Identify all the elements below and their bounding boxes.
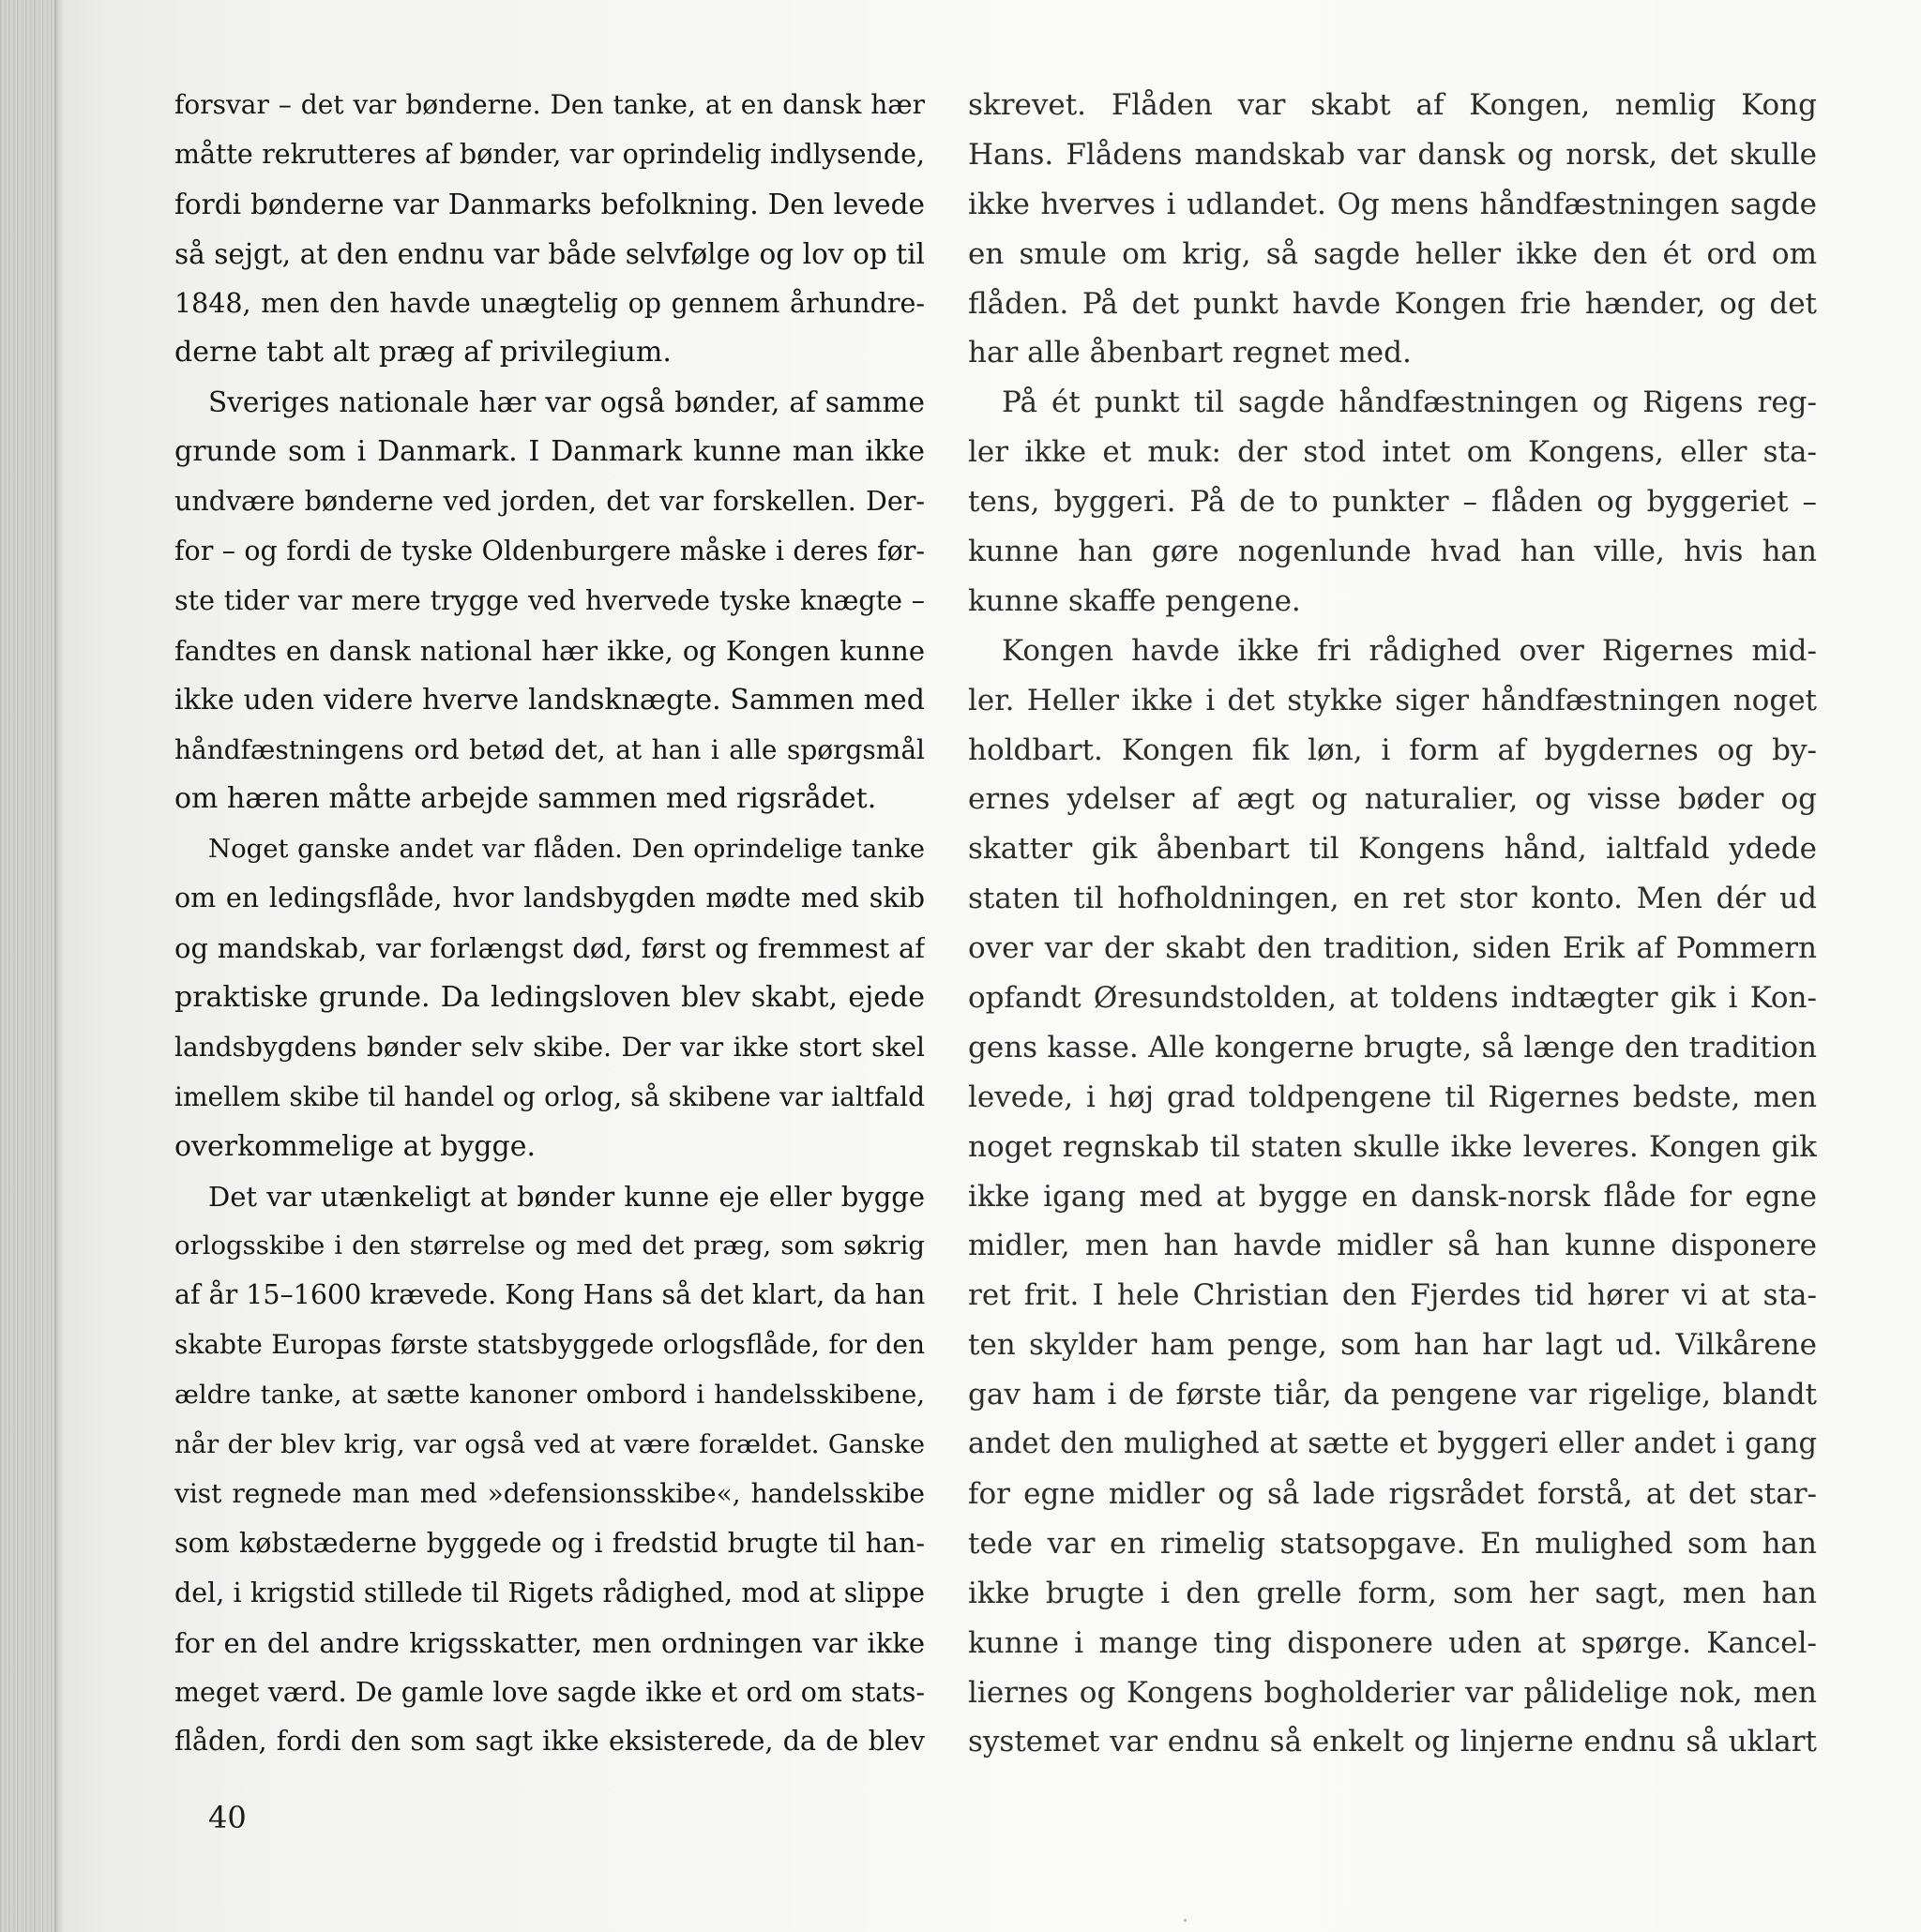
- text-line: flåden, fordi den som sagt ikke eksisterede, da de blev: [174, 1726, 925, 1758]
- text-line: midler, men han havde midler så han kunne disponere: [968, 1229, 1817, 1263]
- text-line: om hæren måtte arbejde sammen med rigsrådet.: [174, 782, 877, 816]
- text-line: På ét punkt til sagde håndfæstningen og Rigens reg-: [1002, 385, 1817, 420]
- text-line: når der blev krig, var også ved at være forældet. Ganske: [174, 1429, 925, 1460]
- text-line: skabte Europas første statsbyggede orlogsflåde, for den: [174, 1329, 925, 1361]
- text-line: måtte rekrutteres af bønder, var oprindelig indlysende,: [174, 138, 925, 170]
- text-line: flåden. På det punkt havde Kongen frie hænder, og det: [968, 286, 1817, 321]
- text-line: Hans. Flådens mandskab var dansk og norsk, det skulle: [968, 137, 1817, 172]
- text-line: ler. Heller ikke i det stykke siger håndfæstningen noget: [968, 683, 1817, 717]
- text-line: gav ham i de første tiår, da pengene var rigelige, blandt: [968, 1378, 1817, 1412]
- text-line: ret frit. I hele Christian den Fjerdes tid hører vi at sta-: [968, 1278, 1817, 1313]
- text-line: kunne skaffe pengene.: [968, 583, 1301, 618]
- text-line: liernes og Kongens bogholderier var pålidelige nok, men: [968, 1675, 1817, 1710]
- right-page-text-column: [968, 81, 1817, 1767]
- text-line: meget værd. De gamle love sagde ikke et ord om stats-: [174, 1676, 925, 1708]
- text-line: levede, i høj grad toldpengene til Rigernes bedste, men: [968, 1079, 1817, 1114]
- text-line: for en del andre krigsskatter, men ordningen var ikke: [174, 1626, 925, 1659]
- text-line: har alle åbenbart regnet med.: [968, 336, 1412, 370]
- text-line: en smule om krig, så sagde heller ikke den ét ord om: [968, 236, 1817, 271]
- text-line: Sveriges nationale hær var også bønder, af samme: [208, 386, 925, 419]
- text-line: overkommelige at bygge.: [174, 1129, 537, 1163]
- paper-speck: [1184, 1919, 1187, 1922]
- text-line: gens kasse. Alle kongerne brugte, så længe den tradition: [968, 1030, 1817, 1064]
- text-line: for egne midler og så lade rigsrådet forstå, at det star-: [968, 1476, 1817, 1511]
- text-line: ten skylder ham penge, som han har lagt ud. Vilkårene: [968, 1328, 1817, 1363]
- text-line: og mandskab, var forlængst død, først og fremmest af: [174, 932, 925, 965]
- text-line: imellem skibe til handel og orlog, så skibene var ialtfald: [174, 1080, 925, 1112]
- text-line: ler ikke et muk: der stod intet om Kongens, eller sta-: [968, 435, 1817, 470]
- text-line: staten til hofholdningen, en ret stor konto. Men dér ud: [968, 882, 1817, 916]
- text-line: vist regnede man med »defensionsskibe«, handelsskibe: [174, 1477, 925, 1509]
- text-line: fordi bønderne var Danmarks befolkning. Den levede: [174, 188, 925, 220]
- text-line: ernes ydelser af ægt og naturalier, og visse bøder og: [968, 782, 1817, 817]
- text-line: ældre tanke, at sætte kanoner ombord i handelsskibene,: [174, 1380, 925, 1411]
- text-line: opfandt Øresundstolden, at toldens indtægter gik i Kon-: [968, 981, 1817, 1016]
- text-line: praktiske grunde. Da ledingsloven blev skabt, ejede: [174, 981, 925, 1015]
- text-line: 1848, men den havde unægtelig op gennem århundre-: [174, 287, 925, 319]
- text-line: derne tabt alt præg af privilegium.: [174, 336, 672, 370]
- text-line: over var der skabt den tradition, siden Erik af Pommern: [968, 931, 1817, 966]
- text-line: ikke uden videre hverve landsknægte. Sammen med: [174, 683, 925, 717]
- text-line: andet den mulighed at sætte et byggeri eller andet i gang: [968, 1427, 1817, 1461]
- text-line: ste tider var mere trygge ved hvervede tyske knægte –: [174, 584, 925, 616]
- text-line: del, i krigstid stillede til Rigets rådighed, mod at slippe: [174, 1577, 925, 1608]
- text-line: ikke igang med at bygge en dansk-norsk flåde for egne: [968, 1179, 1817, 1214]
- text-line: som købstæderne byggede og i fredstid brugte til han-: [174, 1527, 925, 1559]
- text-line: orlogsskibe i den størrelse og med det præg, som søkrig: [174, 1230, 925, 1261]
- text-line: tede var en rimelig statsopgave. En mulighed som han: [968, 1526, 1817, 1561]
- text-line: om en ledingsflåde, hvor landsbygden mødte med skib: [174, 883, 925, 914]
- text-line: ikke hverves i udlandet. Og mens håndfæstningen sagde: [968, 187, 1817, 221]
- page-number: 40: [208, 1800, 247, 1835]
- text-line: så sejgt, at den endnu var både selvfølge og lov op til: [174, 237, 925, 270]
- text-line: Det var utænkeligt at bønder kunne eje eller bygge: [208, 1180, 925, 1213]
- text-line: af år 15–1600 krævede. Kong Hans så det klart, da han: [174, 1279, 925, 1311]
- text-line: systemet var endnu så enkelt og linjerne endnu så uklart: [968, 1725, 1817, 1759]
- text-line: skrevet. Flåden var skabt af Kongen, nemlig Kong: [968, 88, 1817, 122]
- text-line: Noget ganske andet var flåden. Den oprindelige tanke: [208, 834, 925, 865]
- text-line: undvære bønderne ved jorden, det var forskellen. Der-: [174, 486, 925, 518]
- text-line: noget regnskab til staten skulle ikke leveres. Kongen gik: [968, 1129, 1817, 1164]
- text-line: håndfæstningens ord betød det, at han i alle spørgsmål: [174, 733, 925, 765]
- text-line: Kongen havde ikke fri rådighed over Rigernes mid-: [1002, 633, 1817, 668]
- text-line: kunne i mange ting disponere uden at spørge. Kancel-: [968, 1625, 1817, 1660]
- text-line: fandtes en dansk national hær ikke, og Kongen kunne: [174, 634, 925, 667]
- left-page-text-column: [174, 81, 925, 1767]
- text-line: skatter gik åbenbart til Kongens hånd, ialtfald ydede: [968, 832, 1817, 867]
- text-line: for – og fordi de tyske Oldenburgere måske i deres før-: [174, 536, 925, 567]
- text-line: forsvar – det var bønderne. Den tanke, at en dansk hær: [174, 89, 925, 120]
- text-line: grunde som i Danmark. I Danmark kunne man ikke: [174, 435, 925, 469]
- page-edges: [0, 0, 56, 1932]
- text-line: holdbart. Kongen fik løn, i form af bygdernes og by-: [968, 732, 1817, 767]
- text-line: tens, byggeri. På de to punkter – flåden og byggeriet –: [968, 485, 1817, 520]
- text-line: ikke brugte i den grelle form, som her sagt, men han: [968, 1576, 1817, 1610]
- text-line: kunne han gøre nogenlunde hvad han ville, hvis han: [968, 535, 1817, 569]
- text-line: landsbygdens bønder selv skibe. Der var ikke stort skel: [174, 1031, 925, 1063]
